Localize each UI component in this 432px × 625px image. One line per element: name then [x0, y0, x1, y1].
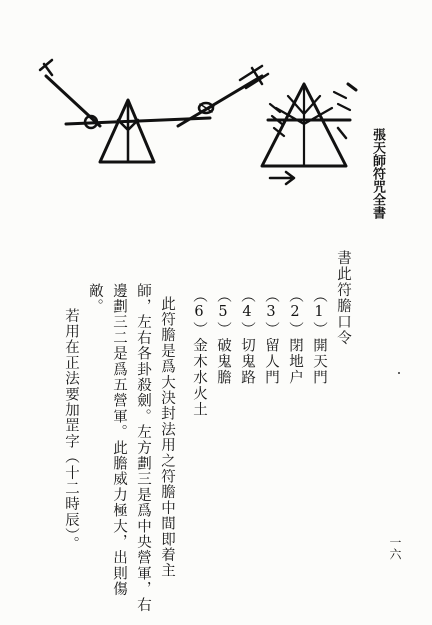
body-line-5: 若用在正法要加罡字（十二時辰）。 — [63, 308, 79, 552]
body-line-4: 敵。 — [87, 283, 103, 315]
command-number: （3） — [263, 288, 279, 338]
right-arrow — [270, 172, 294, 184]
command-text: 破鬼膽 — [215, 337, 231, 386]
page-number: 一六 — [388, 536, 402, 560]
command-item-3 — [264, 288, 279, 386]
left-triangle-inner — [118, 100, 138, 162]
command-number: （4） — [239, 288, 255, 338]
command-number: （2） — [287, 288, 303, 338]
body-line-1: 此符膽是爲大決封法用之符膽中間即着主 — [159, 296, 175, 579]
left-sword-guard — [40, 60, 52, 75]
command-item-2 — [288, 288, 303, 386]
command-text: 開天門 — [311, 337, 327, 386]
right-marker — [348, 84, 356, 90]
body-line-2: 師，左右各卦殺劍。左方劃三是爲中央營軍，右 — [135, 283, 151, 613]
command-text: 閉地户 — [287, 337, 303, 386]
command-item-6 — [192, 288, 207, 418]
command-item-1 — [312, 288, 327, 386]
command-text: 金木水火土 — [191, 337, 207, 418]
talisman-illustration — [0, 0, 432, 240]
command-text: 切鬼路 — [239, 337, 255, 386]
middle-sword-hilt — [240, 66, 268, 88]
left-sword-blade — [46, 76, 100, 126]
page-speck — [398, 372, 400, 374]
command-text: 留人門 — [263, 337, 279, 386]
book-title: 張天師符咒全書 — [370, 128, 385, 219]
command-number: （5） — [215, 288, 231, 338]
right-base-mark — [338, 128, 346, 138]
command-item-4 — [240, 288, 255, 386]
command-number: （6） — [191, 288, 207, 338]
command-number: （1） — [311, 288, 327, 338]
middle-sword-blade — [178, 76, 262, 126]
list-header: 書此符膽口令 — [335, 250, 351, 346]
right-right-ticks — [334, 92, 350, 110]
command-item-5 — [216, 288, 231, 386]
body-line-3: 邊劃三二是爲五營軍。此膽威力極大，出則傷 — [111, 283, 127, 597]
